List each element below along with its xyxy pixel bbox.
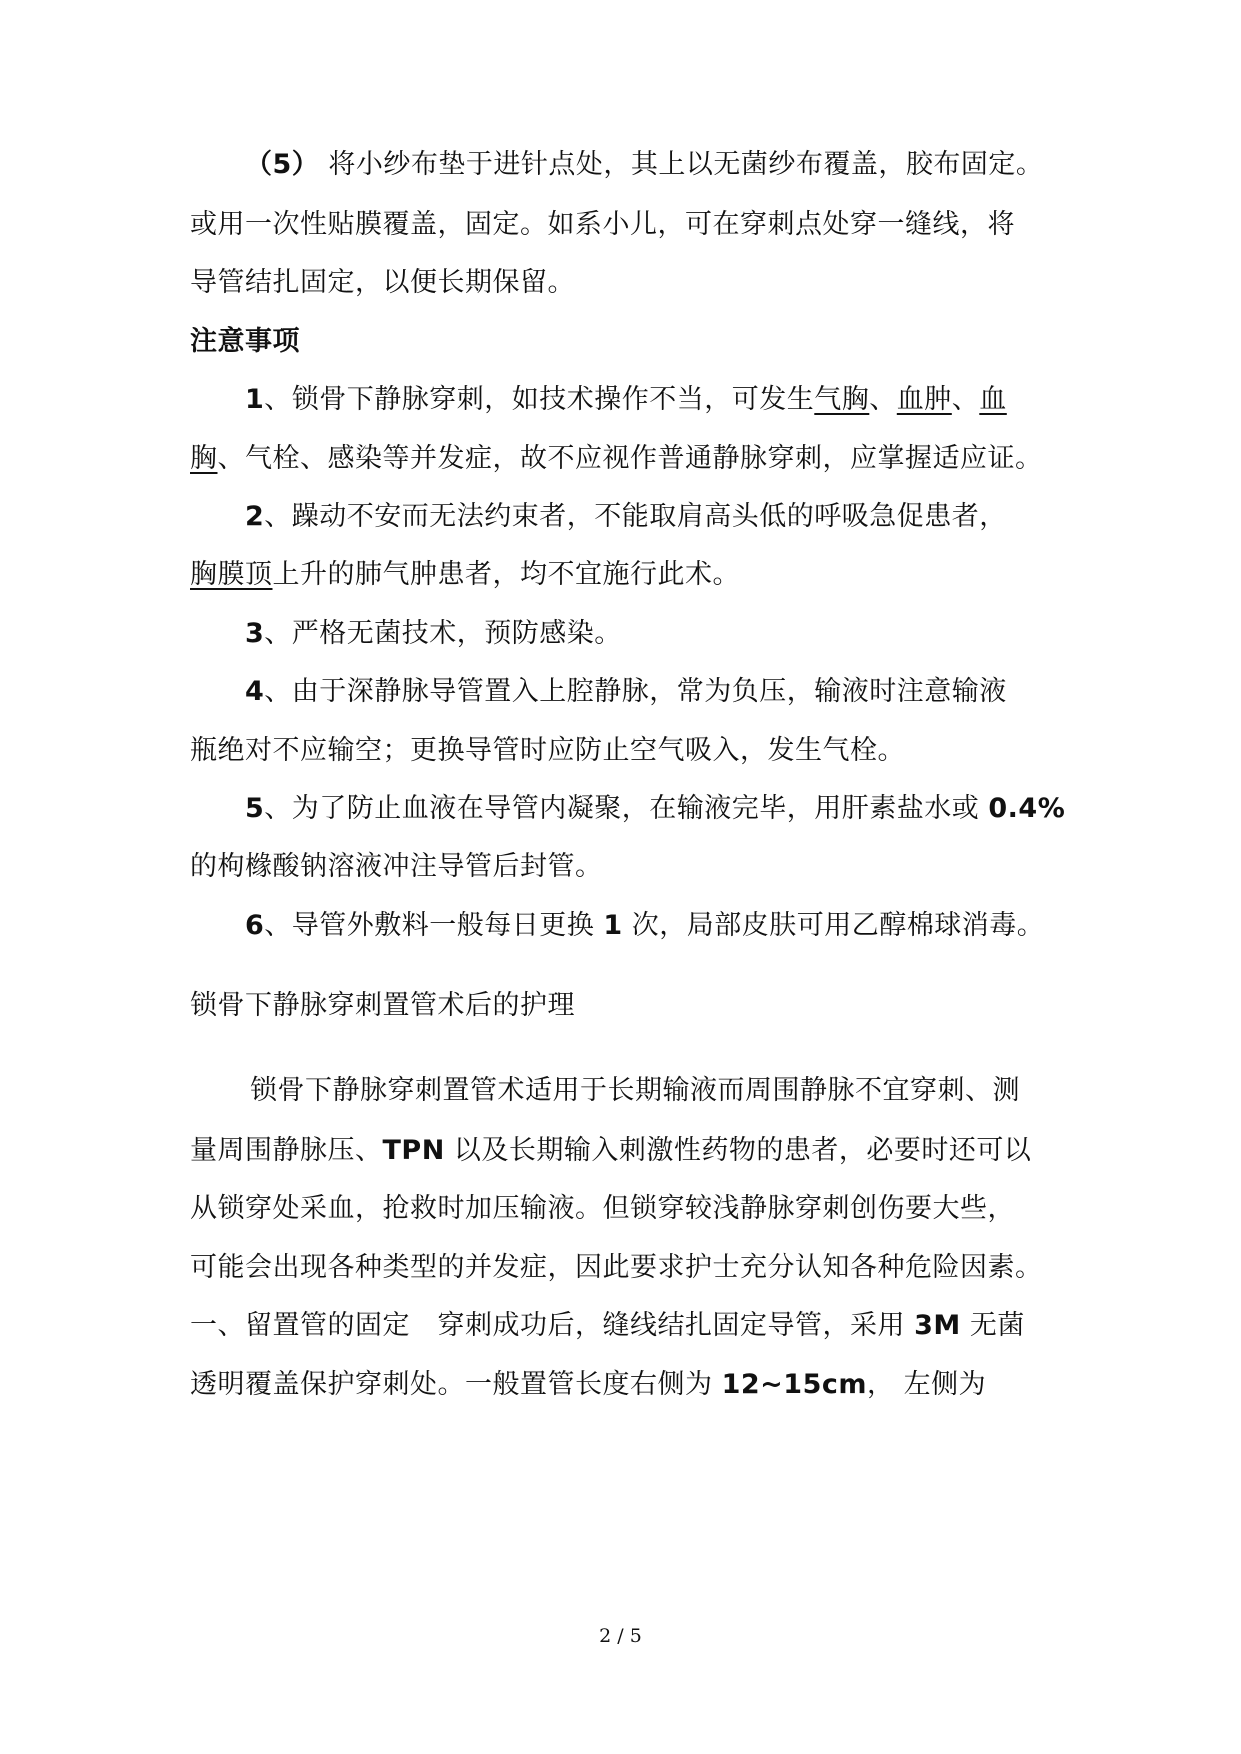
note-1-line-1: 1、锁骨下静脉穿刺，如技术操作不当，可发生气胸、血肿、血 — [245, 384, 1007, 415]
note-2-line-2: 胸膜顶上升的肺气肿患者，均不宜施行此术。 — [190, 559, 740, 590]
note-2-line-1: 2、躁动不安而无法约束者，不能取肩高头低的呼吸急促患者， — [245, 501, 1007, 532]
step-5-line-1: （5） 将小纱布垫于进针点处，其上以无菌纱布覆盖，胶布固定。 — [245, 149, 1044, 180]
section-para1-line-4: 可能会出现各种类型的并发症，因此要求护士充分认知各种危险因素。 — [190, 1252, 1043, 1283]
link-hematoma[interactable]: 血肿 — [896, 384, 952, 415]
step-5-line-2: 或用一次性贴膜覆盖，固定。如系小儿，可在穿刺点处穿一缝线，将 — [190, 209, 1015, 240]
step-5-line-3: 导管结扎固定，以便长期保留。 — [190, 267, 575, 298]
note-1-line-2: 胸、气栓、感染等并发症，故不应视作普通静脉穿刺，应掌握适应证。 — [190, 443, 1043, 474]
section-title: 锁骨下静脉穿刺置管术后的护理 — [190, 990, 575, 1021]
section-para2-line-2: 透明覆盖保护穿刺处。一般置管长度右侧为 12~15cm， 左侧为 — [190, 1369, 987, 1400]
page-number: 2 / 5 — [599, 1625, 642, 1647]
section-para2-line-1: 一、留置管的固定 穿刺成功后，缝线结扎固定导管，采用 3M 无菌 — [190, 1310, 1025, 1341]
notes-heading: 注意事项 — [190, 326, 300, 357]
note-4-line-1: 4、由于深静脉导管置入上腔静脉，常为负压，输液时注意输液 — [245, 676, 1007, 707]
link-pleural-dome[interactable]: 胸膜顶 — [190, 559, 273, 590]
note-5-line-2: 的枸橼酸钠溶液冲注导管后封管。 — [190, 851, 603, 882]
note-4-line-2: 瓶绝对不应输空；更换导管时应防止空气吸入，发生气栓。 — [190, 735, 905, 766]
section-para1-line-2: 量周围静脉压、TPN 以及长期输入刺激性药物的患者，必要时还可以 — [190, 1135, 1032, 1166]
link-hemothorax-part2[interactable]: 胸 — [190, 443, 218, 474]
note-5-line-1: 5、为了防止血液在导管内凝聚，在输液完毕，用肝素盐水或 0.4% — [245, 793, 1066, 824]
section-para1-line-3: 从锁穿处采血，抢救时加压输液。但锁穿较浅静脉穿刺创伤要大些， — [190, 1193, 1015, 1224]
link-pneumothorax[interactable]: 气胸 — [814, 384, 870, 415]
note-6-line: 6、导管外敷料一般每日更换 1 次，局部皮肤可用乙醇棉球消毒。 — [245, 910, 1045, 941]
link-hemothorax-part1[interactable]: 血 — [979, 384, 1007, 415]
note-3-line: 3、严格无菌技术，预防感染。 — [245, 618, 622, 649]
section-para1-line-1: 锁骨下静脉穿刺置管术适用于长期输液而周围静脉不宜穿刺、测 — [250, 1075, 1020, 1106]
